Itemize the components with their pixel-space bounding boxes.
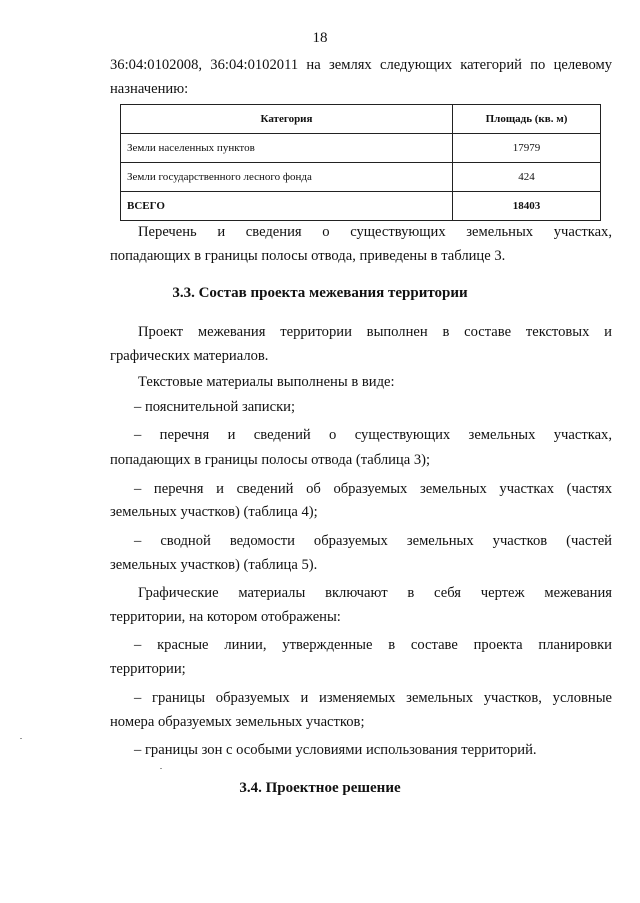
intro-line-2: назначению: bbox=[110, 81, 189, 97]
list-item: – сводной ведомости образуемых земельных участков (частей bbox=[134, 533, 612, 549]
table-total-label: ВСЕГО bbox=[121, 192, 453, 221]
table-total-value: 18403 bbox=[453, 192, 601, 221]
page-number: 18 bbox=[312, 30, 328, 46]
section-heading-3-4: 3.4. Проектное решение bbox=[239, 780, 401, 796]
scan-speck bbox=[160, 768, 162, 769]
list-item: – красные линии, утвержденные в составе проекта планировки bbox=[134, 637, 612, 653]
list-item: – перечня и сведений о существующих земельных участках, bbox=[134, 427, 612, 443]
paragraph-line: графических материалов. bbox=[110, 348, 269, 364]
list-item: – пояснительной записки; bbox=[134, 399, 296, 415]
table-row bbox=[121, 163, 601, 192]
paragraph-line: территории, на котором отображены: bbox=[110, 609, 341, 625]
table-cell-area: 424 bbox=[453, 163, 601, 192]
list-item-continuation: территории; bbox=[110, 661, 186, 677]
land-category-table bbox=[120, 104, 601, 221]
paragraph-line: Проект межевания территории выполнен в составе текстовых и bbox=[138, 324, 612, 340]
table-cell-category: Земли населенных пунктов bbox=[121, 134, 453, 163]
list-item: – границы образуемых и изменяемых земельных участков, условные bbox=[134, 690, 612, 706]
paragraph-line: Графические материалы включают в себя чертеж межевания bbox=[138, 585, 612, 601]
list-item: – границы зон с особыми условиями использования территорий. bbox=[134, 742, 537, 758]
after-table-line-1: Перечень и сведения о существующих земельных участках, bbox=[138, 224, 612, 240]
column-header-area: Площадь (кв. м) bbox=[453, 105, 601, 134]
table-cell-category: Земли государственного лесного фонда bbox=[121, 163, 453, 192]
list-item-continuation: земельных участков) (таблица 5). bbox=[110, 557, 318, 573]
column-header-category: Категория bbox=[121, 105, 453, 134]
list-item-continuation: земельных участков) (таблица 4); bbox=[110, 504, 318, 520]
table-row bbox=[121, 134, 601, 163]
table-total-row bbox=[121, 192, 601, 221]
list-item-continuation: попадающих в границы полосы отвода (таблица 3); bbox=[110, 452, 431, 468]
after-table-line-2: попадающих в границы полосы отвода, приведены в таблице 3. bbox=[110, 248, 506, 264]
list-item: – перечня и сведений об образуемых земельных участках (частях bbox=[134, 481, 612, 497]
table-header-row bbox=[121, 105, 601, 134]
table-cell-area: 17979 bbox=[453, 134, 601, 163]
list-item-continuation: номера образуемых земельных участков; bbox=[110, 714, 365, 730]
intro-line-1: 36:04:0102008, 36:04:0102011 на землях следующих категорий по целевому bbox=[110, 57, 612, 73]
section-heading-3-3: 3.3. Состав проекта межевания территории bbox=[172, 285, 468, 301]
scan-speck bbox=[20, 738, 22, 739]
paragraph-line: Текстовые материалы выполнены в виде: bbox=[138, 374, 395, 390]
